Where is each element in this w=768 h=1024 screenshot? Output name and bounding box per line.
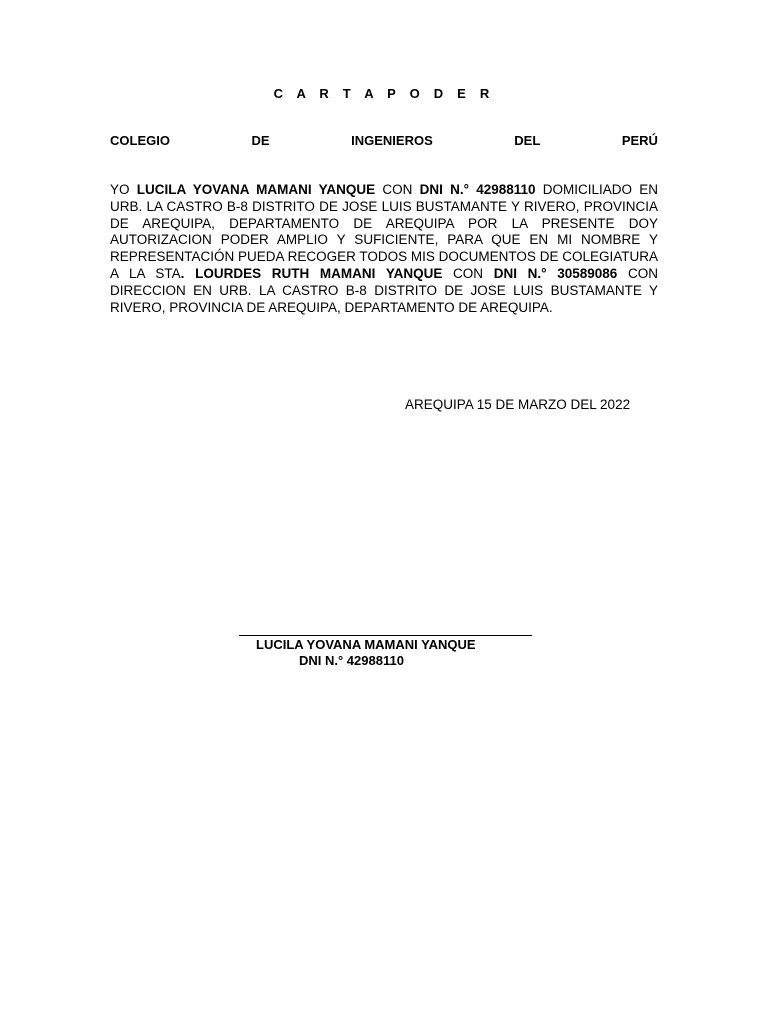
grantor-name: LUCILA YOVANA MAMANI YANQUE [136, 182, 376, 197]
body-paragraph [110, 182, 658, 316]
signature-line [239, 635, 532, 636]
addressee-word: DEL [514, 133, 541, 148]
body-text-segment: CON DIRECCION EN URB. LA CASTRO B-8 DISTRITO DE JOSE LUIS BUSTAMANTE Y RIVERO, PROVINCIA DE AREQUIPA, DEPARTAMENTO DE AREQUIPA. [110, 265, 658, 315]
addressee-word: INGENIEROS [351, 133, 433, 148]
body-text-segment: YO [110, 182, 137, 197]
addressee-word: DE [251, 133, 270, 148]
document-title: C A R T A P O D E R [273, 86, 495, 101]
signature-name: LUCILA YOVANA MAMANI YANQUE [256, 637, 476, 652]
grantor-dni: DNI N.° 42988110 [419, 182, 536, 197]
addressee-word: PERÚ [621, 133, 658, 148]
grantee-dni: DNI N.° 30589086 [493, 265, 618, 281]
body-text-segment: CON [442, 265, 494, 281]
body-text-segment: DOMICILIADO EN URB. LA CASTRO B-8 DISTRITO DE JOSE LUIS BUSTAMANTE Y RIVERO, PROVINCIA DE AREQUIPA, DEPARTAMENTO DE AREQUIPA POR LA PRESENTE DOY AUTORIZACION PODER AMPLIO Y SUFICIENTE, PARA QUE EN MI NOMBRE Y REPRESENTACIÓN PUEDA RECOGER TODOS MIS DOCUMENTOS DE COLEGIATURA A LA STA [110, 182, 658, 281]
date-line: AREQUIPA 15 DE MARZO DEL 2022 [405, 397, 631, 412]
addressee-line [110, 133, 658, 148]
grantee-name: . LOURDES RUTH MAMANI YANQUE [180, 265, 443, 281]
addressee-word: COLEGIO [110, 133, 170, 148]
signature-dni: DNI N.° 42988110 [299, 653, 404, 668]
body-text-segment: CON [375, 182, 420, 197]
